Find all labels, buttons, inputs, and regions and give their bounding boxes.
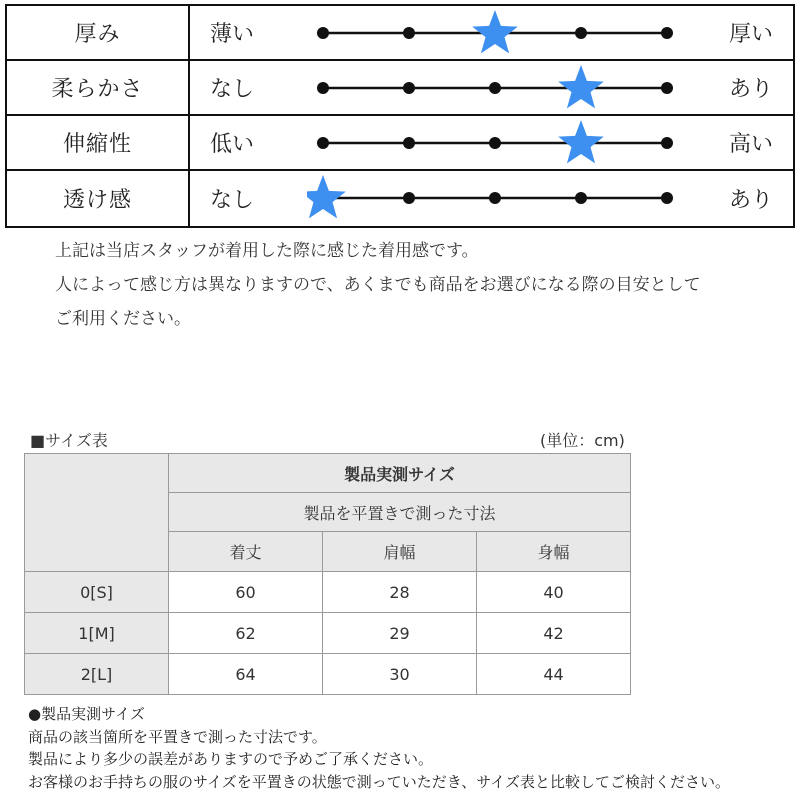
scale-dot: [661, 27, 673, 39]
rating-label: 柔らかさ: [7, 61, 190, 114]
rating-high-label: 厚い: [728, 22, 773, 47]
rating-row-stretch: [7, 116, 793, 171]
rating-high-label: あり: [728, 188, 773, 213]
footnote-heading: ●製品実測サイズ: [28, 705, 145, 723]
rating-row-softness: [7, 61, 793, 116]
rating-row-sheerness: [7, 171, 793, 226]
header-sub: 製品を平置きで測った寸法: [169, 493, 631, 532]
footnotes: [28, 703, 730, 793]
table-cell: 40: [477, 572, 631, 613]
scale-dot: [575, 192, 587, 204]
scale-dot: [489, 137, 501, 149]
size-table-unit: (単位：cm): [540, 431, 625, 450]
scale-dot: [403, 27, 415, 39]
footnote-line: 商品の該当箇所を平置きで測った寸法です。: [28, 727, 327, 746]
scale-dot: [489, 82, 501, 94]
table-row: [25, 654, 631, 695]
table-cell: 42: [477, 613, 631, 654]
scale-dot: [403, 82, 415, 94]
rating-star-icon: [558, 120, 604, 163]
rating-label: 透け感: [7, 171, 190, 226]
rating-label: 厚み: [7, 6, 190, 59]
rating-low-label: なし: [210, 77, 255, 102]
rating-scale: [307, 116, 677, 169]
corner-cell: [25, 454, 169, 572]
column-header: 着丈: [169, 532, 323, 572]
rating-label: 伸縮性: [7, 116, 190, 169]
table-row: [25, 572, 631, 613]
size-label: 0[S]: [25, 572, 169, 613]
rating-scale: [307, 6, 677, 59]
rating-star-icon: [558, 65, 604, 108]
table-cell: 29: [323, 613, 477, 654]
note-line: 上記は当店スタッフが着用した際に感じた着用感です。: [55, 241, 479, 261]
column-header: 肩幅: [323, 532, 477, 572]
rating-star-icon: [472, 10, 518, 53]
table-row: [25, 613, 631, 654]
table-cell: 30: [323, 654, 477, 695]
size-table-title: ■サイズ表: [30, 431, 108, 450]
rating-high-label: 高い: [728, 132, 773, 157]
rating-scale: [307, 61, 677, 114]
scale-dot: [661, 192, 673, 204]
rating-low-label: なし: [210, 188, 255, 213]
rating-low-label: 低い: [210, 132, 255, 157]
rating-high-label: あり: [728, 77, 773, 102]
table-cell: 44: [477, 654, 631, 695]
table-cell: 28: [323, 572, 477, 613]
scale-dot: [317, 137, 329, 149]
rating-notes: [55, 234, 701, 336]
scale-dot: [489, 192, 501, 204]
scale-dot: [661, 82, 673, 94]
rating-star-icon: [307, 175, 346, 218]
footnote-line: お客様のお手持ちの服のサイズを平置きの状態で測っていただき、サイズ表と比較してご検討ください。: [28, 772, 731, 791]
footnote-line: 製品により多少の誤差がありますので予めご了承ください。: [28, 750, 434, 768]
note-line: 人によって感じ方は異なりますので、あくまでも商品をお選びになる際の目安として: [55, 275, 701, 295]
table-cell: 64: [169, 654, 323, 695]
rating-low-label: 薄い: [210, 22, 255, 47]
scale-dot: [403, 192, 415, 204]
size-table: [24, 453, 631, 695]
header-main: 製品実測サイズ: [169, 454, 631, 493]
scale-dot: [317, 82, 329, 94]
scale-dot: [317, 27, 329, 39]
table-cell: 62: [169, 613, 323, 654]
note-line: ご利用ください。: [55, 309, 191, 329]
scale-dot: [403, 137, 415, 149]
rating-table: [5, 4, 795, 228]
scale-dot: [575, 27, 587, 39]
scale-dot: [661, 137, 673, 149]
size-label: 2[L]: [25, 654, 169, 695]
table-cell: 60: [169, 572, 323, 613]
rating-scale: [307, 171, 677, 226]
rating-row-thickness: [7, 6, 793, 61]
column-header: 身幅: [477, 532, 631, 572]
size-label: 1[M]: [25, 613, 169, 654]
